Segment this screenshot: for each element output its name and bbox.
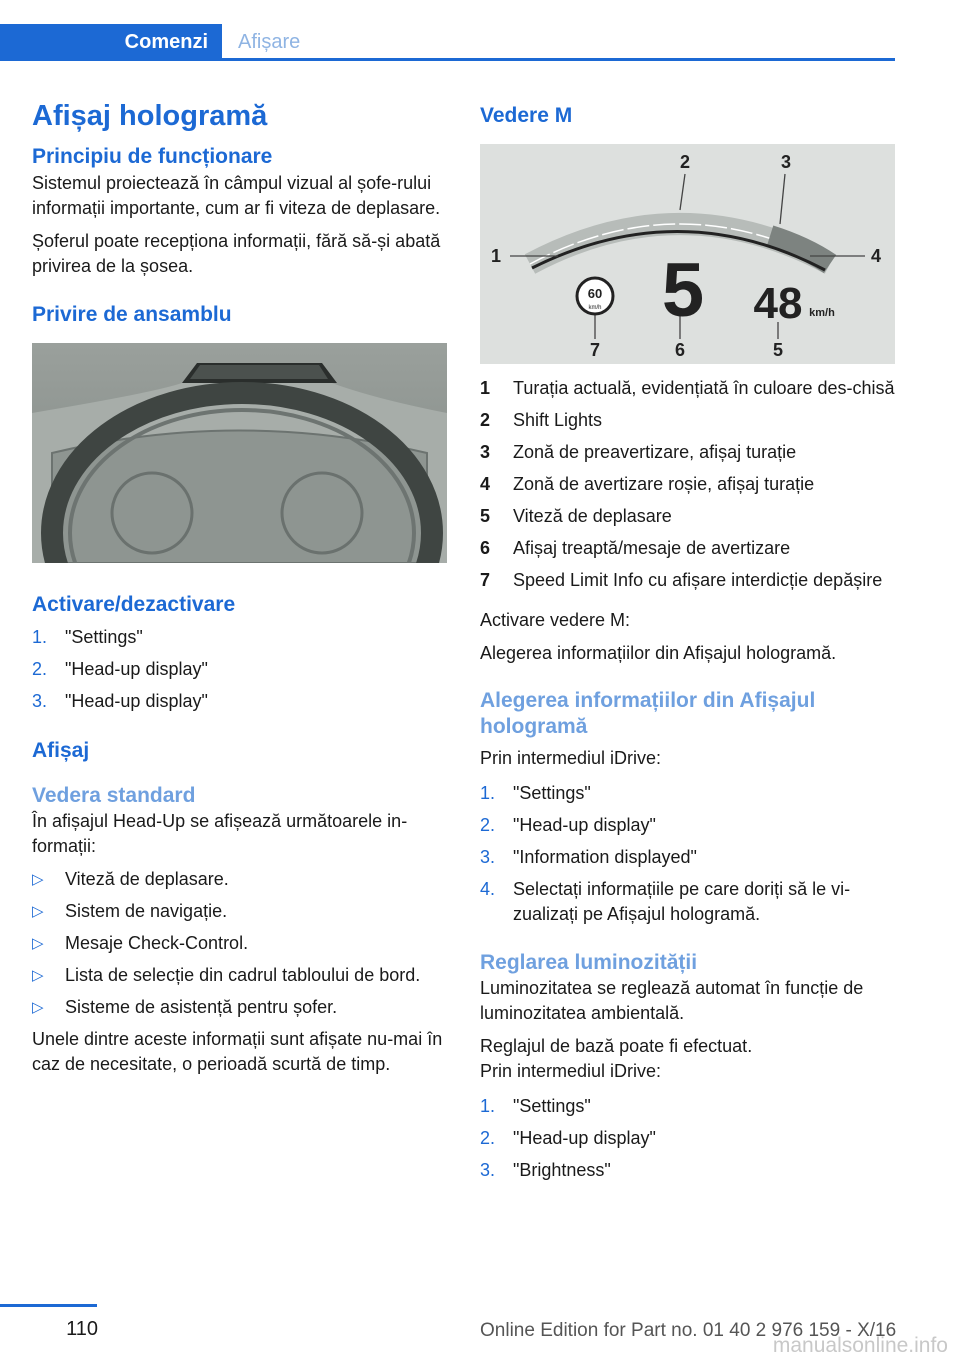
select-info-heading: Alegerea informațiilor din Afișajul hologramă	[480, 689, 816, 738]
brightness-steps	[480, 1094, 895, 1183]
standard-items	[32, 867, 447, 1020]
triangle-bullet-icon: ▷	[32, 967, 44, 984]
list-item: 3. "Brightness"	[480, 1160, 611, 1180]
left-column	[32, 96, 447, 1077]
diagram-legend	[480, 376, 895, 593]
principle-paragraph-1: Sistemul proiectează în câmpul vizual al șofe-rului informații importante, cum ar fi viteza de deplasare.	[32, 173, 441, 218]
page-title: Afișaj hologramă	[32, 100, 268, 132]
list-item: ▷ Lista de selecție din cadrul tabloului de bord.	[32, 963, 447, 988]
section-tabs	[0, 24, 895, 61]
list-item: 2. "Head-up display"	[32, 659, 208, 679]
edition-note: Online Edition for Part no. 01 40 2 976 159 - X/16	[480, 1320, 897, 1341]
legend-item: 5 Viteză de deplasare	[480, 506, 672, 526]
standard-intro: În afișajul Head-Up se afișează următoarele in-formații:	[32, 811, 408, 856]
select-info-intro: Prin intermediul iDrive:	[480, 748, 662, 768]
legend-item: 2 Shift Lights	[480, 410, 603, 430]
display-heading: Afișaj	[32, 739, 90, 762]
callout-label: 1	[490, 246, 502, 266]
tab-afisare[interactable]: Afișare	[238, 31, 301, 53]
overview-heading: Privire de ansamblu	[32, 303, 232, 326]
list-item: ▷ Viteză de deplasare.	[32, 867, 447, 892]
list-item: ▷ Sistem de navigație.	[32, 899, 447, 924]
head-up-display-photo	[32, 343, 447, 563]
speed-limit-value: 60	[587, 286, 603, 301]
list-item: ▷ Sisteme de asistență pentru șofer.	[32, 995, 447, 1020]
list-item: 1. "Settings"	[480, 1096, 591, 1116]
m-view-diagram	[480, 144, 895, 364]
callout-label: 6	[674, 340, 686, 360]
brightness-intro: Prin intermediul iDrive:	[480, 1061, 662, 1081]
select-info-steps	[480, 781, 895, 927]
list-item: 2. "Head-up display"	[480, 1128, 656, 1148]
standard-view-heading: Vedera standard	[32, 784, 196, 807]
tab-comenzi[interactable]: Comenzi	[0, 24, 222, 61]
activate-m-line-1: Activare vedere M:	[480, 610, 631, 630]
list-item: 4. Selectați informațiile pe care doriți să le vi-zualizați pe Afișajul hologramă.	[480, 879, 851, 924]
m-view-heading: Vedere M	[480, 104, 573, 127]
principle-paragraph-2: Șoferul poate recepționa informații, fără să-și abată privirea de la șosea.	[32, 231, 441, 276]
triangle-bullet-icon: ▷	[32, 999, 44, 1016]
callout-label: 3	[780, 152, 792, 172]
legend-item: 4 Zonă de avertizare roșie, afișaj turație	[480, 474, 815, 494]
right-column	[480, 96, 895, 1190]
list-item: ▷ Mesaje Check-Control.	[32, 931, 447, 956]
legend-item: 3 Zonă de preavertizare, afișaj turație	[480, 442, 797, 462]
triangle-bullet-icon: ▷	[32, 935, 44, 952]
brightness-paragraph-1: Luminozitatea se reglează automat în funcție de luminozitatea ambientală.	[480, 978, 864, 1023]
gear-indicator: 5	[661, 248, 705, 333]
list-item: 2. "Head-up display"	[480, 815, 656, 835]
activate-m-line-2: Alegerea informațiilor din Afișajul hologramă.	[480, 643, 837, 663]
activation-steps	[32, 625, 447, 714]
standard-closing: Unele dintre aceste informații sunt afișate nu-mai în caz de necesitate, o perioadă scurtă de timp.	[32, 1029, 443, 1074]
legend-item: 7 Speed Limit Info cu afișare interdicție depășire	[480, 570, 883, 590]
callout-label: 7	[589, 340, 601, 360]
callout-label: 5	[772, 340, 784, 360]
speed-limit-unit: km/h	[588, 305, 602, 311]
list-item: 3. "Head-up display"	[32, 691, 208, 711]
triangle-bullet-icon: ▷	[32, 903, 44, 920]
list-item: 1. "Settings"	[32, 627, 143, 647]
activation-heading: Activare/dezactivare	[32, 593, 236, 616]
brightness-heading: Reglarea luminozității	[480, 951, 698, 974]
principle-heading: Principiu de funcționare	[32, 145, 273, 168]
legend-item: 1 Turația actuală, evidențiată în culoare des-chisă	[480, 378, 895, 398]
legend-item: 6 Afișaj treaptă/mesaje de avertizare	[480, 538, 791, 558]
list-item: 1. "Settings"	[480, 783, 591, 803]
speed-value: 48	[753, 279, 803, 328]
footer-rule	[0, 1304, 97, 1307]
watermark: manualsonline.info	[772, 1334, 948, 1357]
page-number: 110	[66, 1318, 98, 1340]
callout-label: 2	[679, 152, 691, 172]
speed-unit: km/h	[809, 307, 835, 319]
list-item: 3. "Information displayed"	[480, 847, 697, 867]
triangle-bullet-icon: ▷	[32, 871, 44, 888]
brightness-paragraph-2: Reglajul de bază poate fi efectuat.	[480, 1036, 753, 1056]
header-rule	[0, 58, 895, 61]
callout-label: 4	[870, 246, 882, 266]
